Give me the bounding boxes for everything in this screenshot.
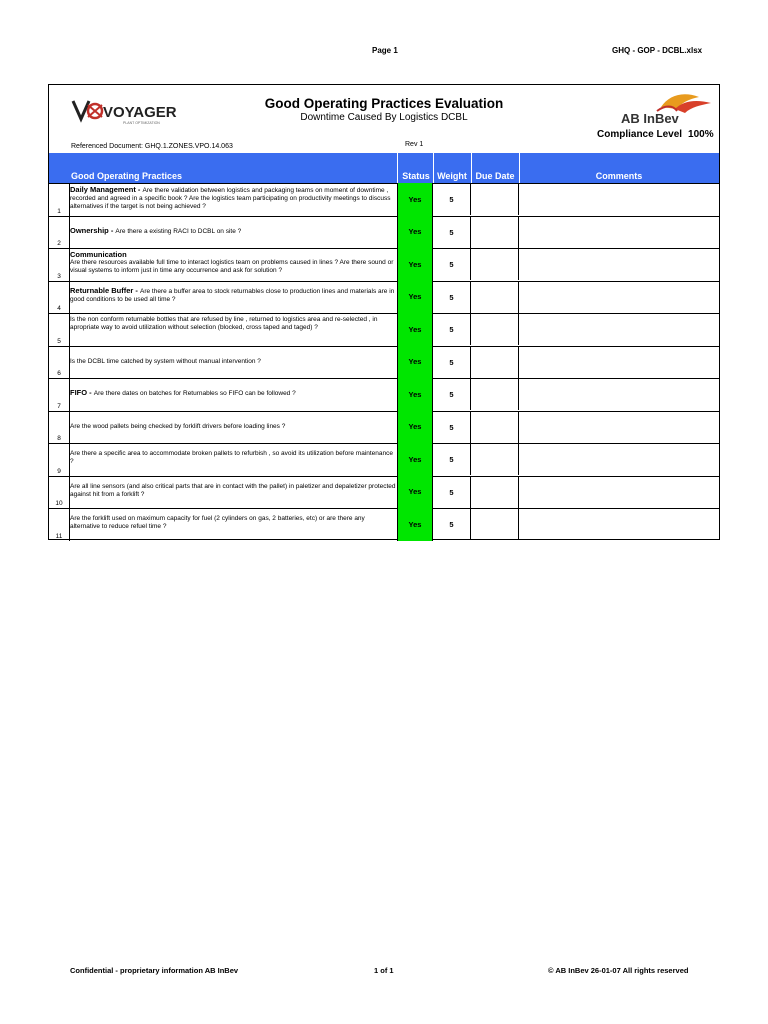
revision: Rev 1 [405,141,424,148]
compliance-value: 100% [688,129,714,140]
weight-cell: 5 [433,282,471,313]
practice-text: Are the forklift used on maximum capacity for fuel (2 cylinders on gas, 2 batteries, etc) or are there any alternative to reduce refuel time ? [70,515,365,531]
weight-cell: 5 [433,477,471,508]
row-number: 1 [57,207,61,215]
weight-cell: 5 [433,412,471,443]
practice-question [70,251,396,276]
table-row [49,183,719,216]
practice-text: Are there resources available full time to interact logistics team on problems caused in lines ? Are there sound or visual systems to inform just in time any occurrence and ask for solution ? [70,259,394,275]
table-row [49,313,719,346]
status-cell[interactable]: Yes [397,183,433,216]
table-row [49,443,719,476]
due-date-cell[interactable] [471,314,519,345]
practice-title: Returnable Buffer - [70,285,141,295]
weight-cell: 5 [433,314,471,345]
confidential-notice: Confidential - proprietary information AB InBev [70,966,239,975]
row-number: 7 [57,402,61,410]
practice-question [70,186,396,212]
voyager-logo-text: VOYAGER [103,104,177,121]
practices-table [49,183,719,541]
copyright: © AB InBev 26-01-07 All rights reserved [548,966,689,975]
practice-title: Ownership - [70,225,116,235]
comments-cell[interactable] [519,314,719,345]
evaluation-sheet [48,84,720,540]
voyager-logo-tagline: PLANT OPTIMIZATION [123,121,160,125]
table-row [49,508,719,541]
row-number: 11 [55,532,63,540]
table-row [49,378,719,411]
practice-text: Are there a buffer area to stock returnables close to production lines and materials are in good conditions to be used all time ? [70,287,395,303]
compliance-level [597,129,714,140]
page-of: 1 of 1 [374,966,394,975]
abinbev-logo [617,93,715,127]
header-weight: Weight [437,171,467,181]
due-date-cell[interactable] [471,249,519,280]
practice-question [70,227,396,236]
weight-cell: 5 [433,509,471,540]
practice-text: Is the DCBL time catched by system without manual intervention ? [70,357,261,365]
document-title: Good Operating Practices Evaluation [264,96,504,111]
row-number: 6 [57,370,61,377]
status-cell[interactable]: Yes [397,443,433,476]
status-cell[interactable]: Yes [397,378,433,411]
due-date-cell[interactable] [471,184,519,215]
comments-cell[interactable] [519,509,719,540]
row-number: 4 [57,305,61,312]
table-row [49,281,719,314]
practice-text: Are the wood pallets being checked by forklift drivers before loading lines ? [70,422,286,430]
comments-cell[interactable] [519,347,719,378]
practice-question [70,316,396,332]
practice-title: Daily Management - [70,185,143,194]
weight-cell: 5 [433,444,471,475]
status-cell[interactable]: Yes [397,281,433,314]
due-date-cell[interactable] [471,379,519,410]
table-row [49,476,719,509]
comments-cell[interactable] [519,412,719,443]
row-number: 8 [57,435,61,442]
practice-question [70,450,396,466]
header-due-date: Due Date [475,171,515,181]
row-number: 3 [57,272,61,280]
practice-text: Are there dates on batches for Returnables so FIFO can be followed ? [93,390,296,397]
practice-question [70,423,396,431]
referenced-document: Referenced Document: GHQ.1.ZONES.VPO.14.063 [71,143,233,150]
comments-cell[interactable] [519,282,719,313]
status-cell[interactable]: Yes [397,346,433,379]
status-cell[interactable]: Yes [397,216,433,249]
due-date-cell[interactable] [471,444,519,475]
comments-cell[interactable] [519,477,719,508]
practice-question [70,358,396,366]
page-header [0,46,768,60]
table-row [49,346,719,379]
row-number: 9 [57,467,61,475]
status-cell[interactable]: Yes [397,476,433,509]
header-status: Status [402,171,430,181]
status-cell[interactable]: Yes [397,313,433,346]
header-practice: Good Operating Practices [71,171,183,181]
document-subtitle: Downtime Caused By Logistics DCBL [300,112,468,123]
practice-title: Communication [70,250,127,259]
practice-text: Are there validation between logistics and packaging teams on moment of downtime , recorded and agreed in a specific book ? Are the logistics team participating on productivity meetings to discuss alternatives if the target is not being achieved ? [70,187,391,211]
practice-text: Are all line sensors (and also critical parts that are in contact with the pallet) in paletizer and depaletizer protected against hit from a forklift ? [70,482,396,498]
due-date-cell[interactable] [471,477,519,508]
comments-cell[interactable] [519,217,719,248]
status-cell[interactable]: Yes [397,411,433,444]
header-comments: Comments [595,171,643,181]
practice-question [70,515,396,531]
comments-cell[interactable] [519,184,719,215]
comments-cell[interactable] [519,249,719,280]
due-date-cell[interactable] [471,509,519,540]
row-number: 5 [57,337,61,345]
comments-cell[interactable] [519,444,719,475]
weight-cell: 5 [433,347,471,378]
weight-cell: 5 [433,184,471,215]
weight-cell: 5 [433,379,471,410]
table-header [49,153,719,183]
page-number: Page 1 [372,46,398,55]
due-date-cell[interactable] [471,347,519,378]
practice-title: FIFO - [70,388,94,397]
row-number: 10 [55,500,63,507]
weight-cell: 5 [433,249,471,280]
due-date-cell[interactable] [471,412,519,443]
page-footer [0,966,768,978]
row-number: 2 [57,240,61,247]
practice-question [70,483,396,499]
table-row [49,411,719,444]
due-date-cell[interactable] [471,217,519,248]
practice-question [70,389,396,398]
compliance-label: Compliance Level [597,129,683,140]
comments-cell[interactable] [519,379,719,410]
practice-question [70,287,396,304]
table-row [49,216,719,249]
sheet-header [49,85,719,153]
practice-text: Are there a existing RACI to DCBL on site ? [115,227,242,235]
file-name: GHQ - GOP - DCBL.xlsx [612,46,703,55]
status-cell[interactable]: Yes [397,248,433,281]
weight-cell: 5 [433,217,471,248]
practice-text: Is the non conform returnable bottles that are refused by line , returned to logistics area and re-selected , in apropriate way to avoid utilization without selection (blocked, cross taped and taged) ? [70,316,378,332]
status-cell[interactable]: Yes [397,508,433,541]
practice-text: Are there a specific area to accommodate broken pallets to refurbish , so avoid its utilization before maintenance ? [70,450,394,466]
table-row [49,248,719,281]
due-date-cell[interactable] [471,282,519,313]
abinbev-logo-text: AB InBev [621,111,679,126]
